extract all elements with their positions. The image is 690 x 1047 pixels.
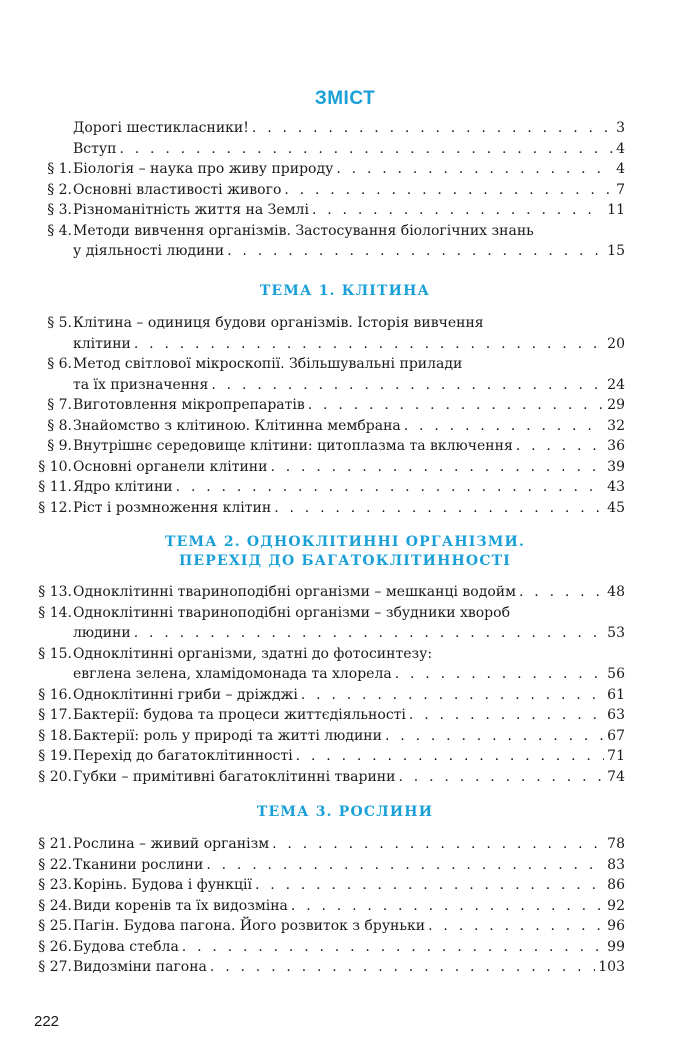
entry-title: Тканини рослини bbox=[73, 856, 204, 873]
entry-title: Бактерії: роль у природі та житті людини bbox=[73, 727, 382, 744]
toc-entry[interactable] bbox=[38, 436, 625, 457]
toc-theme-3 bbox=[38, 834, 625, 978]
section-number: § 13. bbox=[38, 584, 72, 600]
dot-leader bbox=[519, 582, 604, 603]
page-reference: 103 bbox=[598, 959, 625, 975]
dot-leader bbox=[270, 457, 604, 478]
dot-leader bbox=[211, 375, 604, 396]
toc-entry[interactable] bbox=[38, 603, 625, 644]
toc-theme-2 bbox=[38, 582, 625, 787]
entry-title: Одноклітинні твариноподібні організми – мешканці водойм bbox=[73, 584, 516, 600]
page-reference: 86 bbox=[607, 877, 625, 893]
page-reference: 20 bbox=[607, 335, 625, 352]
dot-leader bbox=[182, 937, 604, 958]
entry-title: Одноклітинні гриби – дріжджі bbox=[73, 686, 298, 703]
toc-theme-1 bbox=[38, 313, 625, 518]
page-reference: 74 bbox=[607, 768, 625, 785]
page-reference: 29 bbox=[607, 397, 625, 413]
toc-entry[interactable] bbox=[38, 726, 625, 747]
section-number: § 2. bbox=[47, 181, 72, 198]
entry-title: Різноманітність життя на Землі bbox=[73, 202, 309, 218]
toc-entry[interactable] bbox=[38, 746, 625, 767]
page-reference: 32 bbox=[607, 417, 625, 434]
theme-2-heading-line-1: ТЕМА 2. ОДНОКЛІТИННІ ОРГАНІЗМИ. bbox=[164, 534, 526, 550]
toc-entry[interactable] bbox=[38, 685, 625, 706]
dot-leader bbox=[385, 726, 604, 747]
entry-title: Одноклітинні твариноподібні організми – збудники хвороб bbox=[73, 604, 510, 621]
toc-entry[interactable] bbox=[38, 477, 625, 498]
dot-leader bbox=[308, 395, 604, 416]
page-reference: 67 bbox=[607, 727, 625, 744]
section-number: § 14. bbox=[38, 604, 72, 621]
dot-leader bbox=[272, 834, 604, 855]
section-number: § 1. bbox=[47, 161, 72, 177]
entry-title: Внутрішнє середовище клітини: цитоплазма та включення bbox=[73, 438, 513, 454]
toc-entry[interactable] bbox=[38, 767, 625, 788]
section-number: § 20. bbox=[38, 768, 72, 785]
section-number: § 27. bbox=[38, 959, 72, 975]
dot-leader bbox=[336, 159, 613, 180]
dot-leader bbox=[291, 896, 604, 917]
theme-2-heading-line-2: ПЕРЕХІД ДО БАГАТОКЛІТИННОСТІ bbox=[178, 553, 512, 569]
entry-title: Вступ bbox=[73, 140, 117, 157]
toc-entry[interactable] bbox=[38, 644, 625, 685]
dot-leader bbox=[516, 436, 604, 457]
toc-entry[interactable] bbox=[38, 416, 625, 437]
page-number: 222 bbox=[34, 1013, 60, 1030]
entry-title: Ядро клітини bbox=[73, 479, 173, 495]
toc-entry[interactable] bbox=[38, 498, 625, 519]
entry-title: та їх призначення bbox=[73, 376, 209, 393]
section-number: § 6. bbox=[47, 356, 72, 372]
dot-leader bbox=[428, 916, 604, 937]
dot-leader bbox=[404, 416, 604, 437]
dot-leader bbox=[409, 705, 604, 726]
toc-entry[interactable] bbox=[38, 180, 625, 201]
page-reference: 92 bbox=[607, 897, 625, 914]
page-reference: 53 bbox=[607, 625, 625, 641]
entry-title: Ріст і розмноження клітин bbox=[73, 499, 272, 516]
entry-title: Дорогі шестикласники! bbox=[73, 120, 249, 136]
toc-entry[interactable] bbox=[38, 896, 625, 917]
entry-title: Бактерії: будова та процеси життєдіяльності bbox=[73, 707, 406, 723]
dot-leader bbox=[301, 685, 604, 706]
page-reference: 48 bbox=[607, 584, 625, 600]
entry-title: Метод світлової мікроскопії. Збільшувальні прилади bbox=[73, 356, 463, 372]
toc-entry[interactable] bbox=[38, 313, 625, 354]
toc-entry[interactable] bbox=[38, 957, 625, 978]
page-reference: 63 bbox=[607, 707, 625, 723]
page-reference: 39 bbox=[607, 458, 625, 475]
section-number: § 7. bbox=[47, 397, 72, 413]
entry-title: Біологія – наука про живу природу bbox=[73, 161, 334, 177]
entry-title: Пагін. Будова пагона. Його розвиток з бруньки bbox=[73, 918, 426, 934]
entry-title: у діяльності людини bbox=[73, 243, 225, 259]
toc-entry[interactable] bbox=[38, 937, 625, 958]
section-number: § 17. bbox=[38, 707, 72, 723]
page-reference: 36 bbox=[607, 438, 625, 454]
section-number: § 22. bbox=[38, 856, 72, 873]
page-reference: 78 bbox=[607, 836, 625, 852]
page-reference: 96 bbox=[607, 918, 625, 934]
dot-leader bbox=[176, 477, 605, 498]
entry-title: Виготовлення мікропрепаратів bbox=[73, 397, 305, 413]
dot-leader bbox=[252, 118, 613, 139]
toc-entry[interactable] bbox=[38, 354, 625, 395]
page-reference: 4 bbox=[616, 140, 625, 157]
dot-leader bbox=[312, 200, 604, 221]
page-reference: 15 bbox=[607, 243, 625, 259]
section-number: § 23. bbox=[38, 877, 72, 893]
toc-entry[interactable] bbox=[38, 875, 625, 896]
entry-title: Клітина – одиниця будови організмів. Історія вивчення bbox=[73, 315, 484, 331]
dot-leader bbox=[395, 664, 604, 685]
page-reference: 43 bbox=[607, 479, 625, 495]
section-number: § 4. bbox=[47, 222, 72, 239]
entry-title: Будова стебла bbox=[73, 938, 179, 955]
page-reference: 4 bbox=[616, 161, 625, 177]
entry-title: Знайомство з клітиною. Клітинна мембрана bbox=[73, 417, 401, 434]
entry-title: Основні органели клітини bbox=[73, 458, 268, 475]
dot-leader bbox=[134, 623, 604, 644]
theme-3-heading: ТЕМА 3. РОСЛИНИ bbox=[256, 804, 434, 820]
page-reference: 11 bbox=[607, 202, 625, 218]
section-number: § 26. bbox=[38, 938, 72, 955]
section-number: § 11. bbox=[38, 479, 72, 495]
section-number: § 15. bbox=[38, 645, 72, 662]
dot-leader bbox=[296, 746, 605, 767]
entry-title: Видозміни пагона bbox=[73, 959, 207, 975]
entry-title: Види коренів та їх видозміна bbox=[73, 897, 288, 914]
toc-entry[interactable] bbox=[38, 834, 625, 855]
entry-title: Одноклітинні організми, здатні до фотосинтезу: bbox=[73, 645, 433, 662]
entry-title: Губки – примітивні багатоклітинні тварини bbox=[73, 768, 396, 785]
toc-entry[interactable] bbox=[38, 395, 625, 416]
theme-1-heading: ТЕМА 1. КЛІТИНА bbox=[259, 283, 431, 299]
page-reference: 61 bbox=[607, 686, 625, 703]
page-reference: 99 bbox=[607, 938, 625, 955]
page-reference: 7 bbox=[616, 181, 625, 198]
section-number: § 3. bbox=[47, 202, 72, 218]
section-number: § 8. bbox=[47, 417, 72, 434]
entry-title: людини bbox=[73, 625, 131, 641]
section-number: § 9. bbox=[47, 438, 72, 454]
section-number: § 25. bbox=[38, 918, 72, 934]
dot-leader bbox=[284, 180, 613, 201]
entry-title: Корінь. Будова і функції bbox=[73, 877, 252, 893]
toc-entry[interactable] bbox=[38, 855, 625, 876]
toc-entry[interactable] bbox=[38, 457, 625, 478]
page-reference: 45 bbox=[607, 499, 625, 516]
dot-leader bbox=[210, 957, 595, 978]
section-number: § 12. bbox=[38, 499, 72, 516]
toc-entry[interactable] bbox=[38, 200, 625, 221]
theme-2-heading bbox=[0, 533, 690, 571]
toc-entry[interactable] bbox=[38, 221, 625, 262]
page-reference: 83 bbox=[607, 856, 625, 873]
dot-leader bbox=[206, 855, 604, 876]
toc-entry[interactable] bbox=[38, 118, 625, 139]
section-number: § 21. bbox=[38, 836, 72, 852]
toc-entry[interactable] bbox=[38, 582, 625, 603]
toc-entry[interactable] bbox=[38, 705, 625, 726]
dot-leader bbox=[134, 334, 604, 355]
page-reference: 56 bbox=[607, 666, 625, 682]
dot-leader bbox=[119, 139, 613, 160]
page-title: ЗМІСТ bbox=[314, 88, 376, 109]
toc-entry[interactable] bbox=[38, 159, 625, 180]
page-reference: 71 bbox=[607, 748, 625, 764]
toc-entry[interactable] bbox=[38, 916, 625, 937]
entry-title: Рослина – живий організм bbox=[73, 836, 270, 852]
entry-title: Основні властивості живого bbox=[73, 181, 282, 198]
toc-entry[interactable] bbox=[38, 139, 625, 160]
dot-leader bbox=[255, 875, 604, 896]
section-number: § 19. bbox=[38, 748, 72, 764]
dot-leader bbox=[274, 498, 604, 519]
page-reference: 24 bbox=[607, 376, 625, 393]
section-number: § 18. bbox=[38, 727, 72, 744]
page-reference: 3 bbox=[616, 120, 625, 136]
section-number: § 5. bbox=[47, 315, 72, 331]
section-number: § 24. bbox=[38, 897, 72, 914]
entry-title: Перехід до багатоклітинності bbox=[73, 748, 293, 764]
entry-title: клітини bbox=[73, 335, 131, 352]
dot-leader bbox=[398, 767, 604, 788]
dot-leader bbox=[227, 241, 604, 262]
section-number: § 10. bbox=[38, 458, 72, 475]
toc-intro bbox=[38, 118, 625, 262]
entry-title: евглена зелена, хламідомонада та хлорела bbox=[73, 666, 392, 682]
section-number: § 16. bbox=[38, 686, 72, 703]
entry-title: Методи вивчення організмів. Застосування біологічних знань bbox=[73, 222, 534, 239]
